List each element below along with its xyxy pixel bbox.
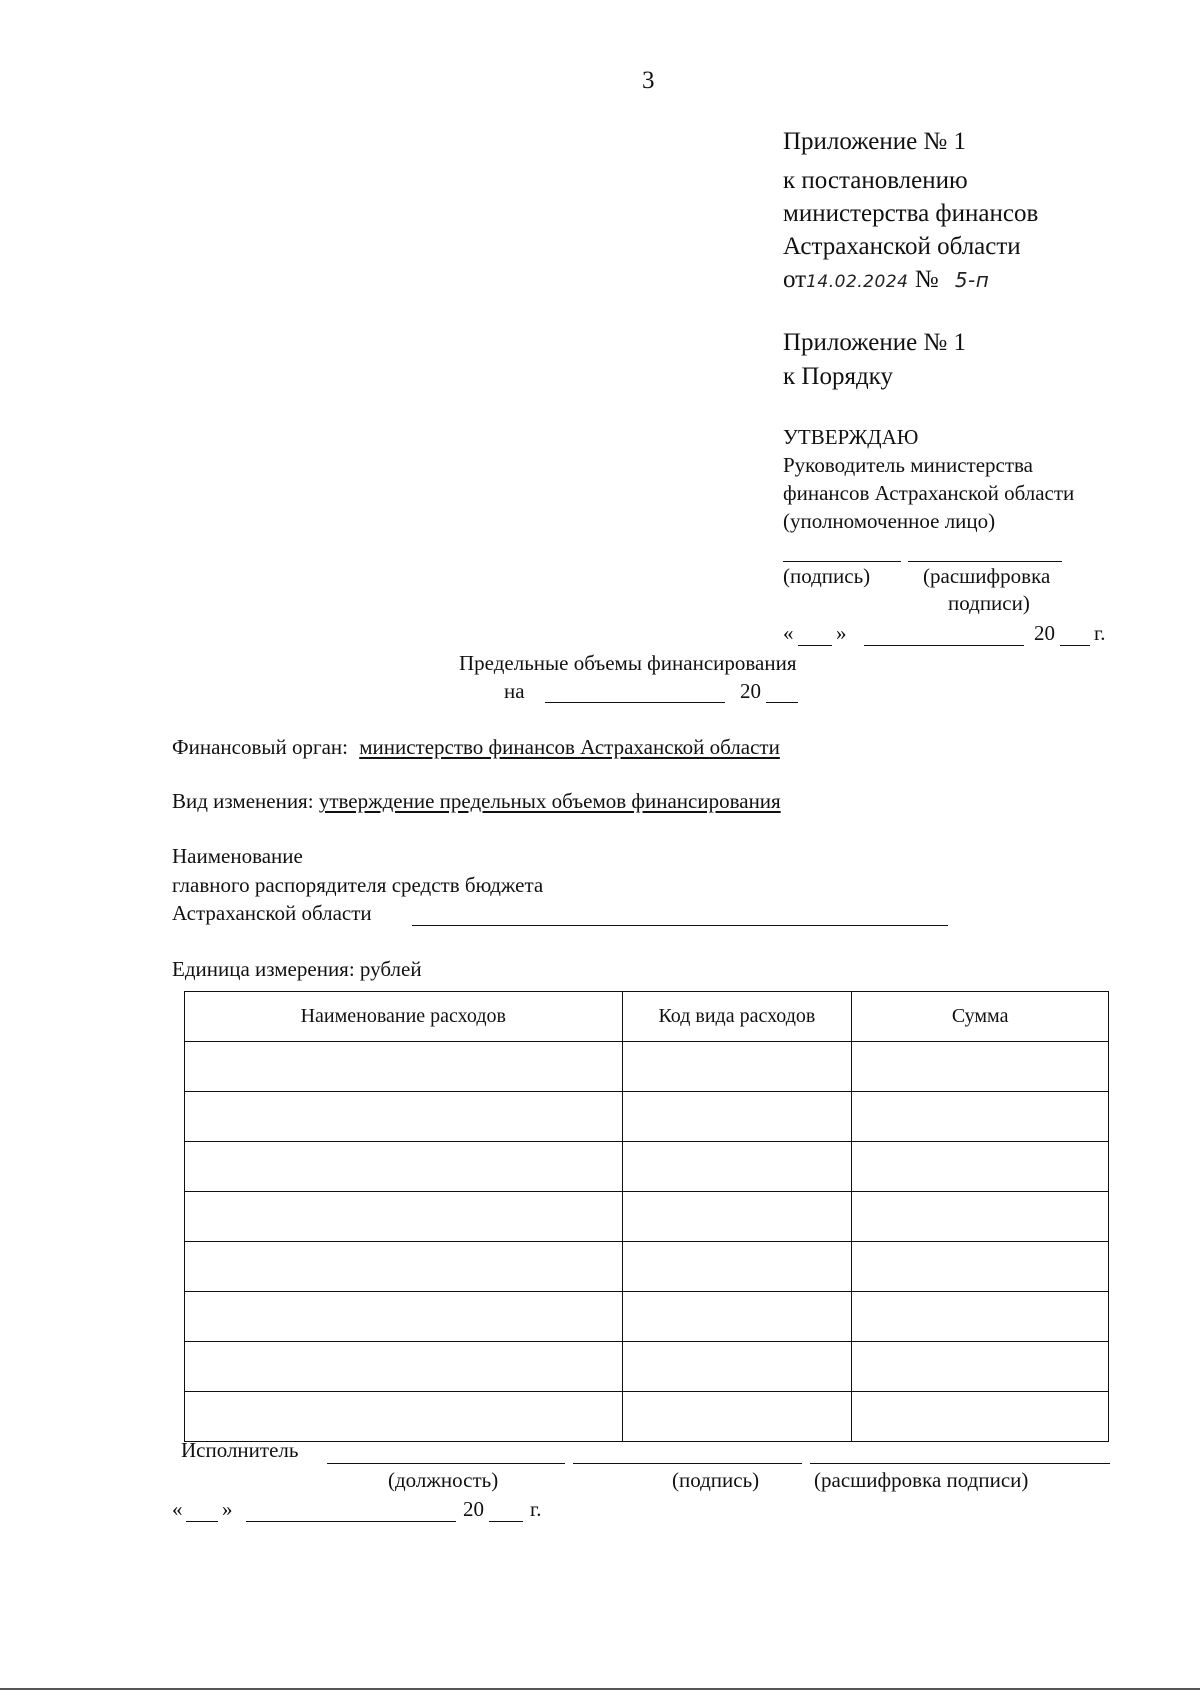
financial-body-label: Финансовый орган: [172,735,348,759]
approval-line-1: Руководитель министерства [783,453,1033,477]
executor-signature-caption: (подпись) [672,1468,760,1492]
table-row [185,1342,1109,1392]
heading-year-line [766,702,798,703]
cell-amount [852,1242,1109,1292]
cell-expense-code [622,1092,852,1142]
cell-expense-code [622,1042,852,1092]
executor-position-line [327,1463,565,1464]
financial-body-row [172,734,780,761]
cell-expense-code [622,1392,852,1442]
manager-name-line [412,925,948,926]
table-row [185,1142,1109,1192]
manager-line-1: Наименование [172,844,303,868]
executor-year-prefix: 20 [463,1497,484,1521]
cell-expense-name [185,1342,623,1392]
executor-date-open-quote: « [172,1497,183,1521]
executor-date-close-quote: » [222,1497,233,1521]
executor-decoding-line [810,1463,1110,1464]
heading-period-line [545,702,725,703]
cell-expense-name [185,1042,623,1092]
handwritten-number: 5-п [954,268,990,292]
executor-signature-line [573,1463,802,1464]
appendix-title: Приложение № 1 [783,128,967,155]
executor-year-line [489,1521,523,1522]
cell-amount [852,1192,1109,1242]
approval-date-close-quote: » [836,621,847,645]
expenses-table [184,991,1109,1442]
executor-decoding-caption: (расшифровка подписи) [814,1468,1029,1492]
approval-signature-caption: (подпись) [783,564,871,588]
appendix-line-2: министерства финансов [783,200,1039,227]
cell-expense-code [622,1142,852,1192]
cell-expense-name [185,1142,623,1192]
approval-date-open-quote: « [783,621,794,645]
table-header-row [185,992,1109,1042]
cell-amount [852,1342,1109,1392]
approval-decoding-caption-1: (расшифровка [923,564,1051,588]
change-type-value: утверждение предельных объемов финансирования [318,789,781,813]
appendix-line-3: Астраханской области [783,233,1021,260]
cell-amount [852,1042,1109,1092]
cell-amount [852,1392,1109,1442]
cell-expense-code [622,1242,852,1292]
cell-expense-name [185,1392,623,1442]
cell-amount [852,1292,1109,1342]
table-row [185,1092,1109,1142]
cell-expense-code [622,1342,852,1392]
page-number: 3 [642,67,655,94]
appendix-line-1: к постановлению [783,167,968,194]
approval-year-line [1060,645,1090,646]
approval-signature-line [783,561,901,562]
approval-month-line [864,645,1024,646]
approval-line-3: (уполномоченное лицо) [783,509,996,533]
cell-amount [852,1092,1109,1142]
executor-year-suffix: г. [530,1497,542,1521]
table-row [185,1192,1109,1242]
header-expense-name: Наименование расходов [185,992,623,1042]
approve-heading: УТВЕРЖДАЮ [783,425,919,449]
approval-decoding-caption-2: подписи) [948,591,1030,615]
document-title: Предельные объемы финансирования [459,651,797,675]
approval-line-2: финансов Астраханской области [783,481,1075,505]
cell-amount [852,1142,1109,1192]
unit-label: Единица измерения: рублей [172,957,422,981]
executor-day-line [186,1521,218,1522]
header-amount: Сумма [852,992,1109,1042]
financial-body-value: министерство финансов Астраханской области [359,735,780,759]
appendix-from-line [783,263,989,299]
approval-year-prefix: 20 [1034,621,1055,645]
approval-decoding-line [908,561,1062,562]
order-appendix-title: Приложение № 1 [783,329,967,356]
cell-expense-code [622,1192,852,1242]
manager-line-3: Астраханской области [172,901,372,925]
cell-expense-name [185,1242,623,1292]
number-sign: № [914,266,939,293]
handwritten-date: 14.02.2024 [806,272,909,292]
executor-position-caption: (должность) [388,1468,499,1492]
order-appendix-line: к Порядку [783,363,893,390]
from-prefix: от [783,266,807,293]
change-type-row [172,788,781,815]
header-expense-code: Код вида расходов [622,992,852,1042]
approval-year-suffix: г. [1094,621,1106,645]
cell-expense-name [185,1292,623,1342]
table-row [185,1392,1109,1442]
executor-month-line [246,1521,456,1522]
table-row [185,1042,1109,1092]
cell-expense-name [185,1192,623,1242]
change-type-label: Вид изменения: [172,789,314,813]
executor-label: Исполнитель [181,1438,299,1462]
cell-expense-code [622,1292,852,1342]
approval-day-line [798,645,832,646]
scan-bottom-edge [0,1688,1200,1690]
heading-on-label: на [504,679,525,703]
manager-line-2: главного распорядителя средств бюджета [172,873,544,897]
table-row [185,1292,1109,1342]
heading-year-prefix: 20 [740,679,761,703]
cell-expense-name [185,1092,623,1142]
table-row [185,1242,1109,1292]
